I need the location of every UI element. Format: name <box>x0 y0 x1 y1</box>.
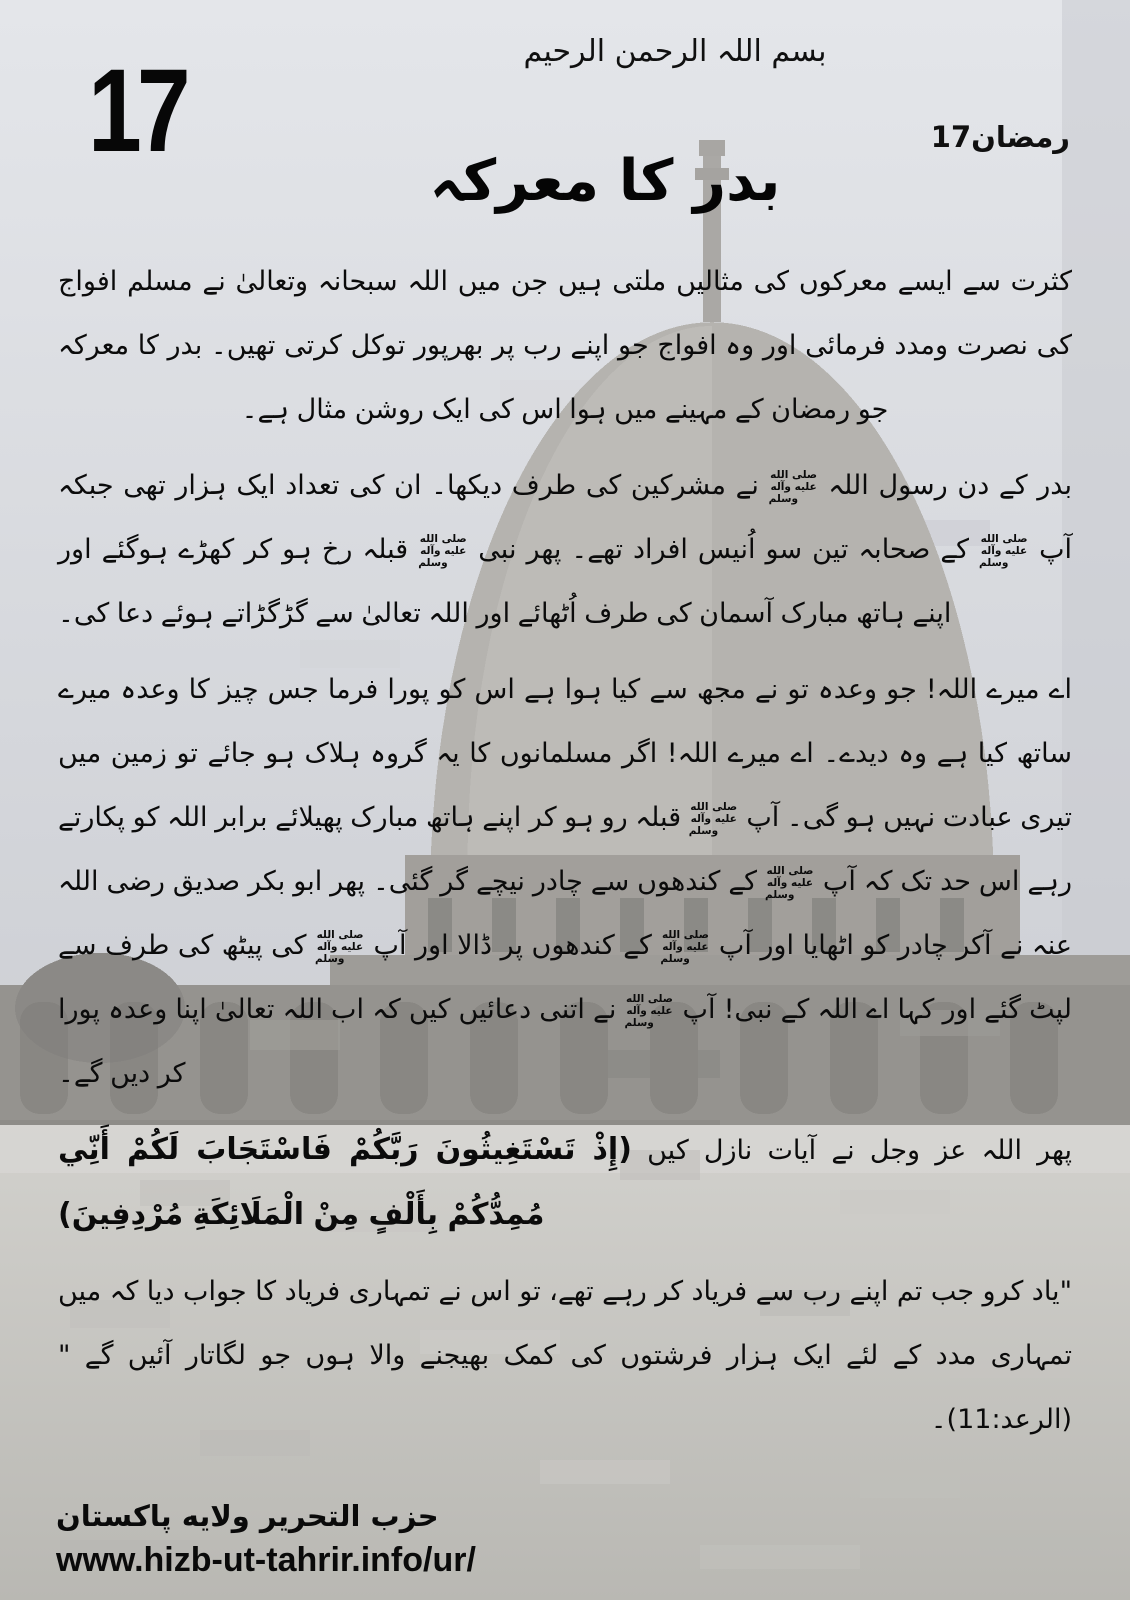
text-run: قبلہ رخ ہو کر کھڑے ہوگئے اور اپنے ہاتھ مبارک آسمان کی طرف اُٹھائے اور اللہ تعالیٰ سے گڑگڑاتے ہوئے دعا کی۔ <box>58 534 952 629</box>
honorific-mark: صلى الله عليه وآله وسلم <box>764 864 814 901</box>
paragraph <box>58 1118 1072 1248</box>
text-run: پھر اللہ عز وجل نے آیات نازل کیں <box>631 1135 1073 1166</box>
text-run: کے کندھوں پر ڈالا اور آپ <box>365 930 661 961</box>
issue-number: 17 <box>88 45 186 177</box>
text-run: نے مشرکین کی طرف دیکھا۔ ان کی تعداد ایک ہزار تھی جبکہ آپ <box>58 470 1072 565</box>
honorific-mark: صلى الله عليه وآله وسلم <box>979 532 1028 569</box>
honorific-mark: صلى الله عليه وآله وسلم <box>418 532 467 569</box>
paragraph <box>58 658 1072 1106</box>
honorific-mark: صلى الله عليه وآله وسلم <box>315 928 364 965</box>
text-run: اے میرے اللہ! جو وعدہ تو نے مجھ سے کیا ہوا ہے اس کو پورا فرما جس چیز کا وعدہ میرے ساتھ کیا ہے وہ دیدے۔ اے میرے اللہ! اگر مسلمانوں کا یہ گروہ ہلاک ہو جائے تو زمین میں تیری عبادت نہیں ہو گی۔ آپ <box>58 674 1072 833</box>
honorific-mark: صلى الله عليه وآله وسلم <box>688 800 738 837</box>
text-run: نے اتنی دعائیں کیں کہ اب اللہ تعالیٰ اپنا وعدہ پورا کر دیں گے۔ <box>58 994 625 1089</box>
footer-website: www.hizb-ut-tahrir.info/ur/ <box>56 1541 476 1579</box>
quran-verse: (إِذْ تَسْتَغِيثُونَ رَبَّكُمْ فَاسْتَجَابَ لَكُمْ أَنِّي مُمِدُّكُمْ بِأَلْفٍ مِنْ الْمَلَائِكَةِ مُرْدِفِينَ) <box>58 1132 632 1232</box>
honorific-mark: صلى الله عليه وآله وسلم <box>768 468 818 505</box>
paragraph <box>58 1260 1072 1452</box>
text-run: کثرت سے ایسے معرکوں کی مثالیں ملتی ہیں جن میں اللہ سبحانہ وتعالیٰ نے مسلم افواج کی نصرت ومدد فرمائی اور وہ افواج جو اپنے رب پر بھرپور توکل کرتی تھیں۔ بدر کا معرکہ جو رمضان کے مہینے میں ہوا اس کی ایک روشن مثال ہے۔ <box>58 266 1072 425</box>
text-run: قبلہ رو ہو کر اپنے ہاتھ مبارک پھیلائے برابر اللہ کو پکارتے رہے اس حد تک کہ آپ <box>58 802 1072 897</box>
text-run: کی پیٹھ کی طرف سے لپٹ گئے اور کہا اے اللہ کے نبی! آپ <box>58 930 1072 1025</box>
honorific-mark: صلى الله عليه وآله وسلم <box>624 992 673 1029</box>
text-run: کے صحابہ تین سو اُنیس افراد تھے۔ پھر نبی <box>468 534 980 565</box>
bismillah-text: بسم اللہ الرحمن الرحیم <box>523 34 827 69</box>
date-label: 17رمضان <box>930 120 1070 154</box>
footer <box>56 1499 476 1580</box>
honorific-mark: صلى الله عليه وآله وسلم <box>660 928 709 965</box>
paragraph <box>58 250 1072 442</box>
text-run: بدر کے دن رسول اللہ <box>818 470 1072 501</box>
footer-organization: حزب التحرير ولايه پاكستان <box>56 1499 439 1533</box>
text-run: "یاد کرو جب تم اپنے رب سے فریاد کر رہے تھے، تو اس نے تمہاری فریاد کا جواب دیا کہ میں تمہاری مدد کے لئے ایک ہزار فرشتوں کی کمک بھیجنے والا ہوں جو لگاتار آئیں گے "(الرعد:11)۔ <box>58 1276 1072 1435</box>
text-run: کے کندھوں سے چادر نیچے گر گئی۔ پھر ابو بکر صدیق رضی اللہ عنہ نے آکر چادر کو اٹھایا اور آپ <box>58 866 1072 961</box>
body-paragraphs <box>58 250 1072 1464</box>
page-title: بدر کا معرکہ <box>429 148 781 214</box>
paragraph <box>58 454 1072 646</box>
